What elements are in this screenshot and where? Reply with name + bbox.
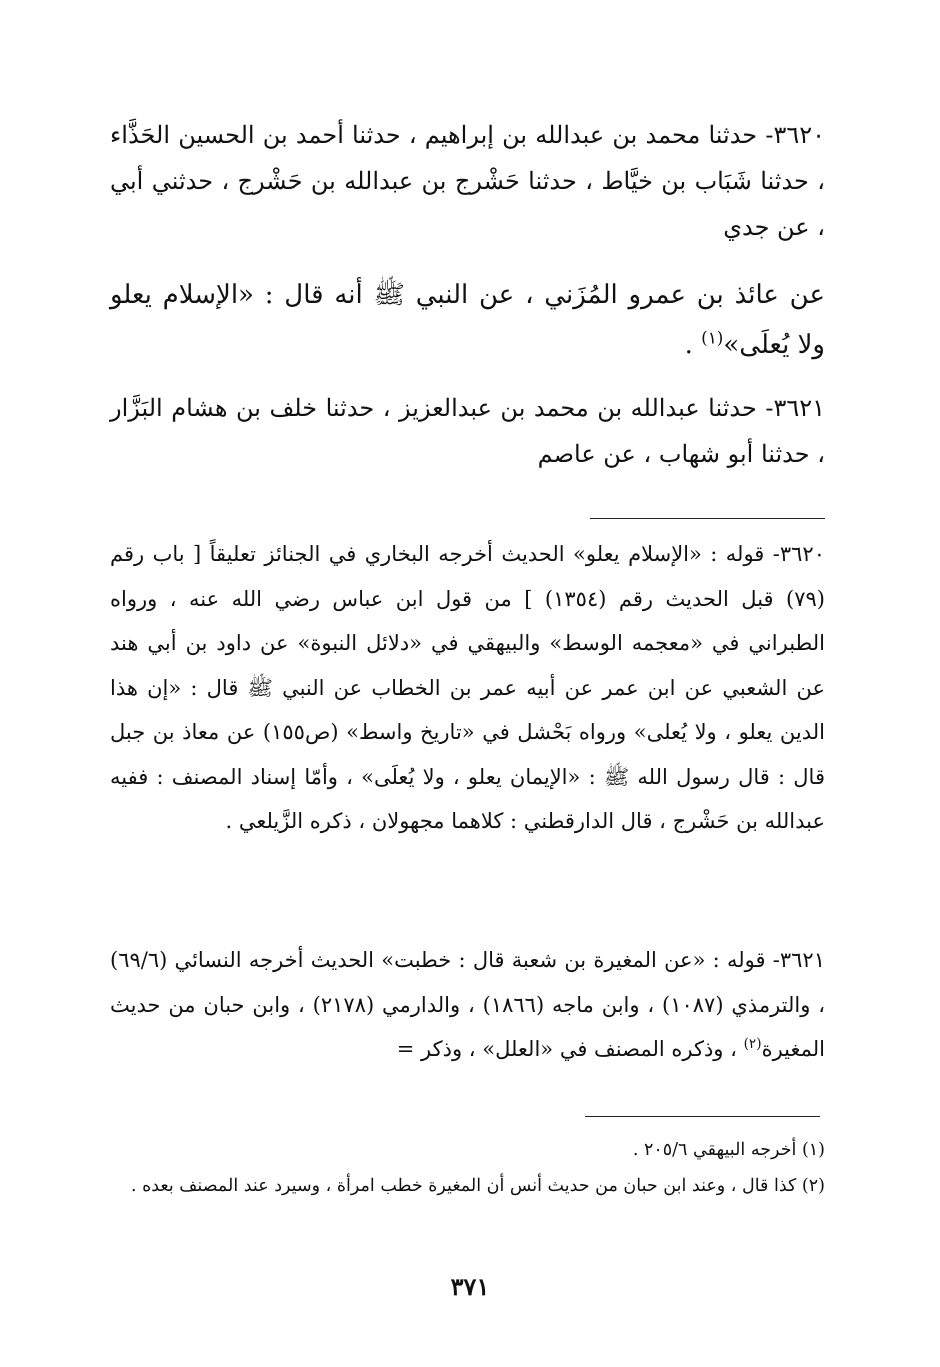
commentary-3620 xyxy=(110,532,825,844)
hadith-3621-isnad xyxy=(110,385,825,477)
footnote-1-text: (١) أخرجه البيهقي ٢٠٥/٦ . xyxy=(632,1140,825,1160)
footnote-2 xyxy=(110,1168,825,1204)
hadith-3620-isnad xyxy=(110,112,825,250)
commentary-3620-text: ٣٦٢٠- قوله : «الإسلام يعلو» الحديث أخرجه البخاري في الجنائز تعليقاً [ باب رقم (٧٩) قبل الحديث رقم (١٣٥٤) ] من قول ابن عباس رضي الله عنه ، ورواه الطبراني في «معجمه الوسط» والبيهقي في «دلائل النبوة» عن داود بن أبي هند عن الشعبي عن ابن عمر عن أبيه عمر بن الخطاب عن النبي ﷺ قال : «إن هذا الدين يعلو ، ولا يُعلى» ورواه بَحْشل في «تاريخ واسط» (ص١٥٥) عن معاذ بن جبل قال : قال رسول الله ﷺ : «الإيمان يعلو ، ولا يُعلَى» ، وأمّا إسناد المصنف : ففيه عبدالله بن حَشْرج ، قال الدارقطني : كلاهما مجهولان ، ذكره الزَّيلعي . xyxy=(110,542,825,833)
footnote-1 xyxy=(110,1132,825,1168)
footnote-ref-1[interactable]: (١) xyxy=(701,327,724,348)
commentary-3621-text: ٣٦٢١- قوله : «عن المغيرة بن شعبة قال : خطبت» الحديث أخرجه النسائي (٦٩/٦) ، والترمذي (١٠٨٧) ، وابن ماجه (١٨٦٦) ، والدارمي (٢١٧٨) ، وابن حبان من حديث المغيرة xyxy=(110,948,825,1061)
hadith-3620-quote: عن عائذ بن عمرو المُزَني ، عن النبي ﷺ أنه قال : «الإسلام يعلو ولا يُعلَى» xyxy=(110,280,825,360)
page-number: ٣٧١ xyxy=(450,1272,490,1301)
hadith-3620-text: ٣٦٢٠- حدثنا محمد بن عبدالله بن إبراهيم ، حدثنا أحمد بن الحسين الحَذَّاء ، حدثنا شَبَاب بن خيَّاط ، حدثنا حَشْرج بن عبدالله بن حَشْرج ، حدثني أبي ، عن جدي xyxy=(110,121,825,241)
hadith-3620-matn xyxy=(110,270,825,370)
commentary-3621-end: ، وذكره المصنف في «العلل» ، وذكر = xyxy=(396,1037,744,1061)
footnote-divider xyxy=(585,1116,820,1117)
hadith-3621-text: ٣٦٢١- حدثنا عبدالله بن محمد بن عبدالعزيز ، حدثنا خلف بن هشام البَزَّار ، حدثنا أبو شهاب ، عن عاصم xyxy=(110,394,825,468)
commentary-divider xyxy=(590,518,825,519)
footnote-2-text: (٢) كذا قال ، وعند ابن حبان من حديث أنس أن المغيرة خطب امرأة ، وسيرد عند المصنف بعده . xyxy=(130,1176,825,1196)
footnote-ref-2[interactable]: (٢) xyxy=(743,1036,762,1052)
hadith-3620-end: . xyxy=(684,330,702,360)
commentary-3621 xyxy=(110,938,825,1072)
